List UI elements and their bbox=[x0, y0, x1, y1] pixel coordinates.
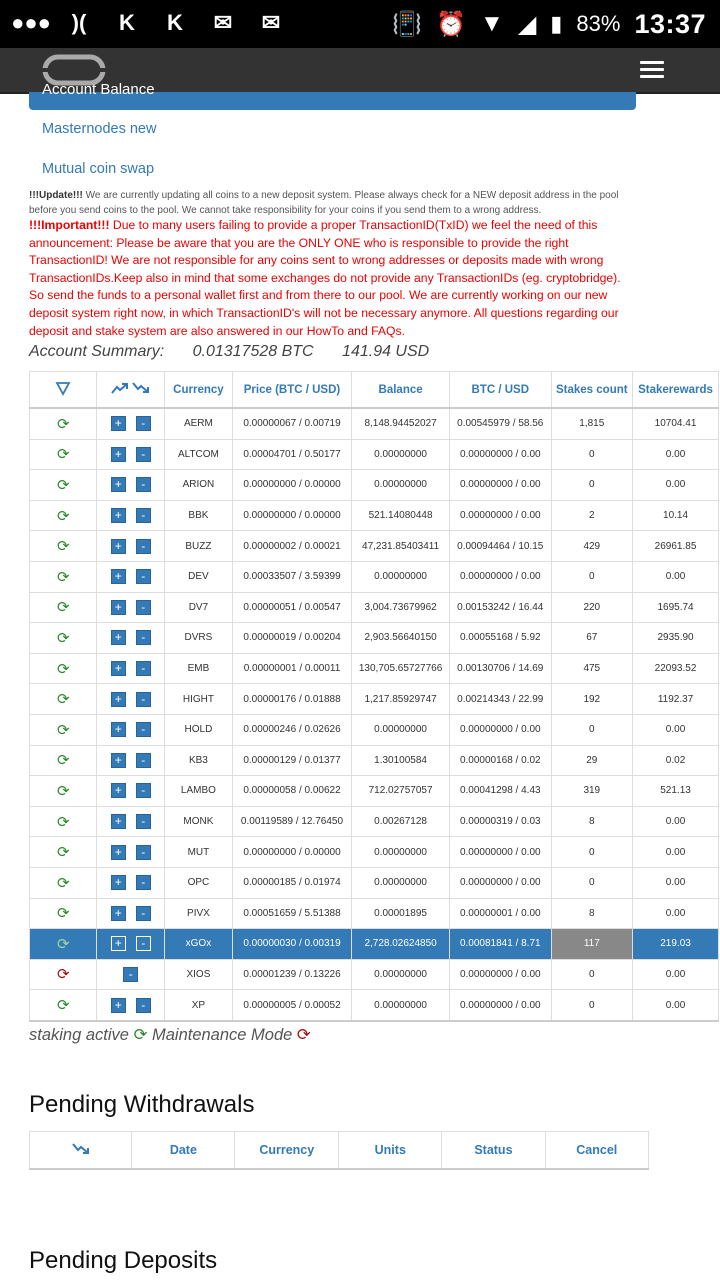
table-row[interactable] bbox=[30, 653, 719, 684]
stakerewards-cell: 0.02 bbox=[633, 745, 719, 776]
table-row[interactable] bbox=[30, 561, 719, 592]
staking-active-icon: ⟳ bbox=[56, 507, 70, 525]
btc-usd-cell: 0.00000000 / 0.00 bbox=[450, 990, 552, 1021]
table-row[interactable] bbox=[30, 959, 719, 990]
mail-icon: ✉ bbox=[261, 10, 281, 35]
actions-cell bbox=[97, 439, 165, 470]
staking-active-icon: ⟳ bbox=[56, 997, 70, 1015]
stakes-count-cell: 0 bbox=[551, 959, 633, 990]
summary-usd: 141.94 USD bbox=[342, 343, 430, 360]
withdraw-minus-button[interactable]: - bbox=[136, 447, 151, 462]
stakes-count-cell: 0 bbox=[551, 561, 633, 592]
stakes-count-cell: 319 bbox=[551, 776, 633, 807]
stakerewards-cell: 219.03 bbox=[633, 929, 719, 960]
btc-usd-cell: 0.00545979 / 58.56 bbox=[450, 408, 552, 439]
staking-active-icon: ⟳ bbox=[56, 905, 70, 923]
menu-item-masternodes[interactable]: Masternodes new bbox=[42, 121, 157, 137]
stakes-count-cell: 8 bbox=[551, 806, 633, 837]
col-currency[interactable]: Currency bbox=[235, 1132, 339, 1170]
btc-usd-cell: 0.00000000 / 0.00 bbox=[450, 714, 552, 745]
stakerewards-cell: 1192.37 bbox=[633, 684, 719, 715]
table-row[interactable] bbox=[30, 684, 719, 715]
sort-trend-header[interactable] bbox=[97, 372, 165, 409]
stakerewards-cell: 0.00 bbox=[633, 470, 719, 501]
filter-icon[interactable] bbox=[30, 372, 97, 409]
currency-cell: MONK bbox=[165, 806, 233, 837]
staking-active-icon: ⟳ bbox=[56, 752, 70, 770]
withdraw-minus-button[interactable]: - bbox=[136, 722, 151, 737]
actions-cell bbox=[97, 653, 165, 684]
deposit-plus-button[interactable]: + bbox=[111, 661, 126, 676]
price-cell: 0.00000030 / 0.00319 bbox=[232, 929, 351, 960]
deposit-plus-button[interactable]: + bbox=[111, 814, 126, 829]
actions-cell bbox=[97, 837, 165, 868]
table-row[interactable] bbox=[30, 531, 719, 562]
price-cell: 0.00000000 / 0.00000 bbox=[232, 837, 351, 868]
legend-maintenance: Maintenance Mode bbox=[151, 1026, 293, 1044]
mail-icon: ✉ bbox=[213, 10, 233, 35]
col-price[interactable]: Price (BTC / USD) bbox=[232, 372, 351, 409]
price-cell: 0.00000001 / 0.00011 bbox=[232, 653, 351, 684]
balance-cell: 8,148.94452027 bbox=[352, 408, 450, 439]
btc-usd-cell: 0.00214343 / 22.99 bbox=[450, 684, 552, 715]
stakerewards-cell: 1695.74 bbox=[633, 592, 719, 623]
balance-cell: 2,728.02624850 bbox=[352, 929, 450, 960]
stakes-count-cell: 8 bbox=[551, 898, 633, 929]
btc-usd-cell: 0.00153242 / 16.44 bbox=[450, 592, 552, 623]
balance-cell: 0.00000000 bbox=[352, 959, 450, 990]
stakes-count-cell: 0 bbox=[551, 470, 633, 501]
currency-cell: XIOS bbox=[165, 959, 233, 990]
withdraw-minus-button[interactable]: - bbox=[136, 630, 151, 645]
legend-staking-active: staking active bbox=[29, 1026, 129, 1044]
deposit-plus-button[interactable]: + bbox=[111, 906, 126, 921]
withdraw-minus-button[interactable]: - bbox=[136, 845, 151, 860]
actions-cell bbox=[97, 990, 165, 1021]
stakerewards-cell: 0.00 bbox=[633, 439, 719, 470]
staking-active-icon: ⟳ bbox=[56, 629, 70, 647]
actions-cell bbox=[97, 806, 165, 837]
btc-usd-cell: 0.00000000 / 0.00 bbox=[450, 470, 552, 501]
balance-cell: 0.00001895 bbox=[352, 898, 450, 929]
actions-cell bbox=[97, 959, 165, 990]
btc-usd-cell: 0.00055168 / 5.92 bbox=[450, 623, 552, 654]
price-cell: 0.00001239 / 0.13226 bbox=[232, 959, 351, 990]
btc-usd-cell: 0.00094464 / 10.15 bbox=[450, 531, 552, 562]
stakes-count-cell: 429 bbox=[551, 531, 633, 562]
actions-cell bbox=[97, 867, 165, 898]
table-row[interactable] bbox=[30, 408, 719, 439]
status-cell bbox=[30, 653, 97, 684]
actions-cell bbox=[97, 408, 165, 439]
withdraw-minus-button[interactable]: - bbox=[136, 692, 151, 707]
currency-cell: xGOx bbox=[165, 929, 233, 960]
stakes-count-cell: 220 bbox=[551, 592, 633, 623]
staking-active-icon: ⟳ bbox=[56, 538, 70, 556]
currency-cell: OPC bbox=[165, 867, 233, 898]
btc-usd-cell: 0.00000000 / 0.00 bbox=[450, 439, 552, 470]
balance-cell: 0.00000000 bbox=[352, 439, 450, 470]
price-cell: 0.00000246 / 0.02626 bbox=[232, 714, 351, 745]
sort-trend-down-icon[interactable] bbox=[30, 1132, 132, 1170]
clock: 13:37 bbox=[634, 8, 706, 39]
deposit-plus-button[interactable]: + bbox=[111, 692, 126, 707]
actions-cell bbox=[97, 714, 165, 745]
stakerewards-cell: 26961.85 bbox=[633, 531, 719, 562]
currency-cell: EMB bbox=[165, 653, 233, 684]
btc-usd-cell: 0.00000000 / 0.00 bbox=[450, 561, 552, 592]
withdraw-minus-button[interactable]: - bbox=[136, 569, 151, 584]
withdraw-minus-button[interactable]: - bbox=[136, 477, 151, 492]
withdraw-minus-button[interactable]: - bbox=[136, 753, 151, 768]
price-cell: 0.00000185 / 0.01974 bbox=[232, 867, 351, 898]
staking-active-icon: ⟳ bbox=[56, 476, 70, 494]
btc-usd-cell: 0.00000000 / 0.00 bbox=[450, 959, 552, 990]
balance-cell: 47,231.85403411 bbox=[352, 531, 450, 562]
maintenance-icon: ⟳ bbox=[296, 1026, 311, 1044]
stakerewards-cell: 0.00 bbox=[633, 806, 719, 837]
price-cell: 0.00119589 / 12.76450 bbox=[232, 806, 351, 837]
currency-cell: HOLD bbox=[165, 714, 233, 745]
stakes-count-cell: 67 bbox=[551, 623, 633, 654]
balance-cell: 1.30100584 bbox=[352, 745, 450, 776]
withdraw-minus-button[interactable]: - bbox=[136, 998, 151, 1013]
update-text: We are currently updating all coins to a new deposit system. Please always check for a NEW deposit address in the pool before you send coins to the pool. We cannot take responsibility for your coins if you send them to a wrong address. bbox=[29, 190, 619, 216]
staking-active-icon: ⟳ bbox=[133, 1026, 148, 1044]
table-row[interactable] bbox=[30, 837, 719, 868]
currency-cell: ARION bbox=[165, 470, 233, 501]
currency-cell: KB3 bbox=[165, 745, 233, 776]
currency-cell: DVRS bbox=[165, 623, 233, 654]
trend-down-icon[interactable] bbox=[132, 385, 150, 397]
withdraw-minus-button[interactable]: - bbox=[136, 416, 151, 431]
staking-active-icon: ⟳ bbox=[56, 935, 70, 953]
important-label: !!!Important!!! bbox=[29, 218, 110, 232]
table-row[interactable] bbox=[30, 898, 719, 929]
currency-cell: PIVX bbox=[165, 898, 233, 929]
battery-icon: ▮ bbox=[550, 11, 563, 36]
status-cell bbox=[30, 959, 97, 990]
table-row[interactable] bbox=[30, 714, 719, 745]
status-cell bbox=[30, 592, 97, 623]
important-notice bbox=[29, 217, 634, 340]
withdraw-minus-button[interactable]: - bbox=[136, 936, 151, 951]
table-row[interactable] bbox=[30, 500, 719, 531]
deposit-plus-button[interactable]: + bbox=[111, 875, 126, 890]
col-date[interactable]: Date bbox=[132, 1132, 235, 1170]
chat-icon: ●●● bbox=[11, 10, 51, 35]
staking-active-icon: ⟳ bbox=[56, 813, 70, 831]
status-cell bbox=[30, 408, 97, 439]
k-icon: K bbox=[167, 10, 183, 35]
col-stakerewards[interactable]: Stakerewards bbox=[633, 372, 719, 409]
android-status-bar bbox=[0, 0, 720, 48]
table-row[interactable] bbox=[30, 623, 719, 654]
status-cell bbox=[30, 776, 97, 807]
btc-usd-cell: 0.00000000 / 0.00 bbox=[450, 500, 552, 531]
status-cell bbox=[30, 500, 97, 531]
col-cancel[interactable]: Cancel bbox=[545, 1132, 648, 1170]
status-cell bbox=[30, 470, 97, 501]
withdraw-minus-button[interactable]: - bbox=[136, 508, 151, 523]
coin-balance-table bbox=[29, 371, 719, 1022]
status-cell bbox=[30, 684, 97, 715]
currency-cell: ALTCOM bbox=[165, 439, 233, 470]
important-text: Due to many users failing to provide a proper TransactionID(TxID) we feel the need of this announcement: Please be aware that you are the ONLY ONE who is responsible to provide the right TransactionID! We are not responsible for any coins sent to wrong addresses or deposits made with wrong TransactionIDs.Keep also in mind that some exchanges do not provide any TransactionIDs (eg. cryptobridge). So send the funds to a personal wallet first and from there to our pool. We are currently working on our new deposit system right now, in which TransactionID's will not be necessary anymore. All questions regarding our deposit and stake system are also answered in our HowTo and FAQs. bbox=[29, 218, 621, 338]
currency-cell: MUT bbox=[165, 837, 233, 868]
col-balance[interactable]: Balance bbox=[352, 372, 450, 409]
table-row[interactable] bbox=[30, 776, 719, 807]
actions-cell bbox=[97, 592, 165, 623]
status-cell bbox=[30, 837, 97, 868]
currency-cell: BUZZ bbox=[165, 531, 233, 562]
btc-usd-cell: 0.00041298 / 4.43 bbox=[450, 776, 552, 807]
table-row[interactable] bbox=[30, 745, 719, 776]
deposit-plus-button[interactable]: + bbox=[111, 539, 126, 554]
update-notice bbox=[29, 188, 629, 218]
currency-cell: LAMBO bbox=[165, 776, 233, 807]
table-row[interactable] bbox=[30, 867, 719, 898]
stakes-count-cell: 0 bbox=[551, 837, 633, 868]
staking-active-icon: ⟳ bbox=[56, 568, 70, 586]
actions-cell bbox=[97, 500, 165, 531]
balance-cell: 0.00267128 bbox=[352, 806, 450, 837]
deposit-plus-button[interactable]: + bbox=[111, 753, 126, 768]
alarm-icon: ⏰ bbox=[436, 10, 467, 38]
price-cell: 0.00000002 / 0.00021 bbox=[232, 531, 351, 562]
deposit-plus-button[interactable]: + bbox=[111, 998, 126, 1013]
status-cell bbox=[30, 745, 97, 776]
actions-cell bbox=[97, 684, 165, 715]
currency-cell: DV7 bbox=[165, 592, 233, 623]
withdraw-minus-button[interactable]: - bbox=[136, 875, 151, 890]
menu-toggle-button[interactable] bbox=[640, 61, 664, 79]
deposit-plus-button[interactable]: + bbox=[111, 416, 126, 431]
status-cell bbox=[30, 929, 97, 960]
table-row[interactable] bbox=[30, 806, 719, 837]
currency-cell: DEV bbox=[165, 561, 233, 592]
balance-cell: 3,004.73679962 bbox=[352, 592, 450, 623]
stakerewards-cell: 2935.90 bbox=[633, 623, 719, 654]
balance-cell: 0.00000000 bbox=[352, 470, 450, 501]
stakes-count-cell: 0 bbox=[551, 714, 633, 745]
withdraw-minus-button[interactable]: - bbox=[123, 967, 138, 982]
deposit-plus-button[interactable]: + bbox=[111, 569, 126, 584]
deposit-plus-button[interactable]: + bbox=[111, 722, 126, 737]
btc-usd-cell: 0.00081841 / 8.71 bbox=[450, 929, 552, 960]
pending-withdrawals-title: Pending Withdrawals bbox=[29, 1091, 255, 1118]
col-status[interactable]: Status bbox=[442, 1132, 545, 1170]
stakerewards-cell: 521.13 bbox=[633, 776, 719, 807]
status-cell bbox=[30, 806, 97, 837]
deposit-plus-button[interactable]: + bbox=[111, 783, 126, 798]
actions-cell bbox=[97, 745, 165, 776]
balance-cell: 0.00000000 bbox=[352, 561, 450, 592]
withdraw-minus-button[interactable]: - bbox=[136, 814, 151, 829]
btc-usd-cell: 0.00130706 / 14.69 bbox=[450, 653, 552, 684]
stakerewards-cell: 10.14 bbox=[633, 500, 719, 531]
status-cell bbox=[30, 623, 97, 654]
battery-percent: 83% bbox=[576, 11, 621, 36]
summary-label: Account Summary: bbox=[29, 343, 165, 360]
staking-active-icon: ⟳ bbox=[56, 599, 70, 617]
app-icon: )( bbox=[71, 10, 87, 35]
table-row[interactable] bbox=[30, 990, 719, 1021]
balance-cell: 130,705.65727766 bbox=[352, 653, 450, 684]
stakerewards-cell: 0.00 bbox=[633, 714, 719, 745]
table-row[interactable] bbox=[30, 439, 719, 470]
btc-usd-cell: 0.00000319 / 0.03 bbox=[450, 806, 552, 837]
currency-cell: AERM bbox=[165, 408, 233, 439]
col-stakes-count[interactable]: Stakes count bbox=[551, 372, 633, 409]
stakerewards-cell: 0.00 bbox=[633, 990, 719, 1021]
withdraw-minus-button[interactable]: - bbox=[136, 661, 151, 676]
btc-usd-cell: 0.00000000 / 0.00 bbox=[450, 867, 552, 898]
notification-icons bbox=[11, 8, 288, 38]
table-header-row bbox=[30, 1132, 649, 1170]
stakerewards-cell: 0.00 bbox=[633, 959, 719, 990]
stakerewards-cell: 0.00 bbox=[633, 561, 719, 592]
price-cell: 0.00000000 / 0.00000 bbox=[232, 470, 351, 501]
col-currency[interactable]: Currency bbox=[165, 372, 233, 409]
price-cell: 0.00000000 / 0.00000 bbox=[232, 500, 351, 531]
btc-usd-cell: 0.00000000 / 0.00 bbox=[450, 837, 552, 868]
btc-usd-cell: 0.00000001 / 0.00 bbox=[450, 898, 552, 929]
price-cell: 0.00051659 / 5.51388 bbox=[232, 898, 351, 929]
price-cell: 0.00000051 / 0.00547 bbox=[232, 592, 351, 623]
deposit-plus-button[interactable]: + bbox=[111, 936, 126, 951]
stakes-count-cell: 29 bbox=[551, 745, 633, 776]
price-cell: 0.00000019 / 0.00204 bbox=[232, 623, 351, 654]
stakes-count-cell: 192 bbox=[551, 684, 633, 715]
currency-cell: BBK bbox=[165, 500, 233, 531]
price-cell: 0.00000067 / 0.00719 bbox=[232, 408, 351, 439]
stakes-count-cell: 475 bbox=[551, 653, 633, 684]
stakes-count-cell: 0 bbox=[551, 439, 633, 470]
stakes-count-cell: 2 bbox=[551, 500, 633, 531]
deposit-plus-button[interactable]: + bbox=[111, 630, 126, 645]
k-icon: K bbox=[119, 10, 135, 35]
stakerewards-cell: 0.00 bbox=[633, 867, 719, 898]
menu-item-coin-swap[interactable]: Mutual coin swap bbox=[42, 161, 155, 177]
update-label: !!!Update!!! bbox=[29, 190, 83, 201]
stakerewards-cell: 22093.52 bbox=[633, 653, 719, 684]
actions-cell bbox=[97, 561, 165, 592]
stakes-count-cell: 117 bbox=[551, 929, 633, 960]
deposit-plus-button[interactable]: + bbox=[111, 477, 126, 492]
withdraw-minus-button[interactable]: - bbox=[136, 906, 151, 921]
price-cell: 0.00000176 / 0.01888 bbox=[232, 684, 351, 715]
balance-cell: 0.00000000 bbox=[352, 990, 450, 1021]
summary-btc: 0.01317528 BTC bbox=[192, 343, 314, 360]
withdraw-minus-button[interactable]: - bbox=[136, 783, 151, 798]
balance-cell: 1,217.85929747 bbox=[352, 684, 450, 715]
btc-usd-cell: 0.00000168 / 0.02 bbox=[450, 745, 552, 776]
vibrate-icon: 📳 bbox=[392, 10, 423, 38]
staking-active-icon: ⟳ bbox=[56, 446, 70, 464]
actions-cell bbox=[97, 623, 165, 654]
balance-cell: 521.14080448 bbox=[352, 500, 450, 531]
actions-cell bbox=[97, 776, 165, 807]
status-cell bbox=[30, 561, 97, 592]
status-cell bbox=[30, 714, 97, 745]
actions-cell bbox=[97, 531, 165, 562]
maintenance-icon: ⟳ bbox=[56, 966, 70, 984]
stakerewards-cell: 0.00 bbox=[633, 898, 719, 929]
pending-withdrawals-table bbox=[29, 1131, 649, 1170]
table-row[interactable] bbox=[30, 470, 719, 501]
staking-active-icon: ⟳ bbox=[56, 415, 70, 433]
wifi-icon: ▼ bbox=[480, 10, 504, 37]
menu-item-account-balance[interactable]: Account Balance bbox=[29, 92, 636, 110]
signal-icon: ◢ bbox=[517, 10, 537, 38]
deposit-plus-button[interactable]: + bbox=[111, 447, 126, 462]
price-cell: 0.00004701 / 0.50177 bbox=[232, 439, 351, 470]
pending-deposits-title: Pending Deposits bbox=[29, 1247, 218, 1274]
actions-cell bbox=[97, 898, 165, 929]
deposit-plus-button[interactable]: + bbox=[111, 845, 126, 860]
staking-active-icon: ⟳ bbox=[56, 844, 70, 862]
withdraw-minus-button[interactable]: - bbox=[136, 539, 151, 554]
stakerewards-cell: 10704.41 bbox=[633, 408, 719, 439]
status-cell bbox=[30, 531, 97, 562]
price-cell: 0.00000129 / 0.01377 bbox=[232, 745, 351, 776]
trend-up-icon[interactable] bbox=[111, 385, 129, 397]
price-cell: 0.00000058 / 0.00622 bbox=[232, 776, 351, 807]
col-btc-usd[interactable]: BTC / USD bbox=[450, 372, 552, 409]
status-cell bbox=[30, 439, 97, 470]
status-legend bbox=[29, 1025, 311, 1045]
table-row[interactable] bbox=[30, 592, 719, 623]
table-row[interactable] bbox=[30, 929, 719, 960]
staking-active-icon: ⟳ bbox=[56, 721, 70, 739]
table-header-row bbox=[30, 372, 719, 409]
balance-cell: 0.00000000 bbox=[352, 714, 450, 745]
balance-cell: 712.02757057 bbox=[352, 776, 450, 807]
currency-cell: XP bbox=[165, 990, 233, 1021]
account-summary bbox=[29, 343, 453, 361]
withdraw-minus-button[interactable]: - bbox=[136, 600, 151, 615]
status-cell bbox=[30, 990, 97, 1021]
deposit-plus-button[interactable]: + bbox=[111, 600, 126, 615]
currency-cell: HIGHT bbox=[165, 684, 233, 715]
col-units[interactable]: Units bbox=[339, 1132, 442, 1170]
stakerewards-cell: 0.00 bbox=[633, 837, 719, 868]
staking-active-icon: ⟳ bbox=[56, 874, 70, 892]
balance-cell: 2,903.56640150 bbox=[352, 623, 450, 654]
status-cell bbox=[30, 898, 97, 929]
deposit-plus-button[interactable]: + bbox=[111, 508, 126, 523]
stakes-count-cell: 1,815 bbox=[551, 408, 633, 439]
balance-cell: 0.00000000 bbox=[352, 837, 450, 868]
price-cell: 0.00000005 / 0.00052 bbox=[232, 990, 351, 1021]
actions-cell bbox=[97, 470, 165, 501]
staking-active-icon: ⟳ bbox=[56, 691, 70, 709]
status-cell bbox=[30, 867, 97, 898]
staking-active-icon: ⟳ bbox=[56, 660, 70, 678]
actions-cell bbox=[97, 929, 165, 960]
staking-active-icon: ⟳ bbox=[56, 782, 70, 800]
stakes-count-cell: 0 bbox=[551, 990, 633, 1021]
balance-cell: 0.00000000 bbox=[352, 867, 450, 898]
price-cell: 0.00033507 / 3.59399 bbox=[232, 561, 351, 592]
stakes-count-cell: 0 bbox=[551, 867, 633, 898]
